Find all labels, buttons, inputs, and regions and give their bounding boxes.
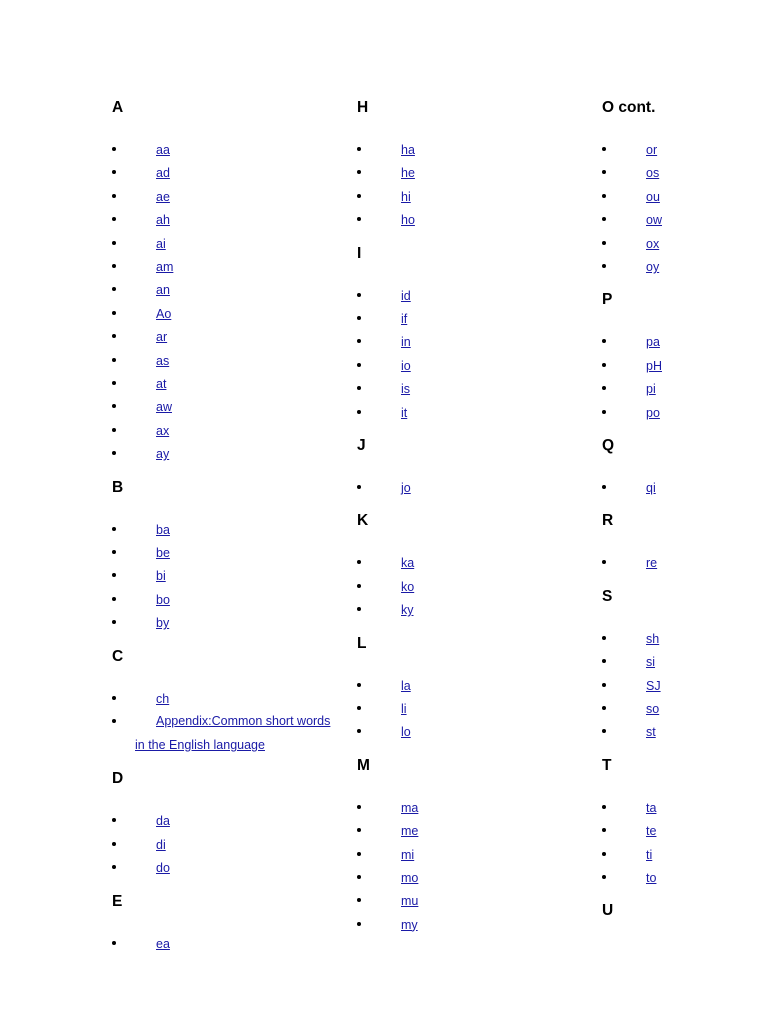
section-heading-r: R bbox=[602, 512, 614, 530]
bullet-icon bbox=[112, 264, 116, 268]
word-link[interactable]: ko bbox=[401, 579, 415, 594]
word-link[interactable]: ch bbox=[156, 691, 170, 706]
word-link[interactable]: to bbox=[646, 871, 657, 885]
list-item bbox=[602, 141, 762, 159]
list-item bbox=[357, 846, 597, 864]
list-item bbox=[357, 578, 597, 596]
list-item bbox=[112, 305, 362, 323]
section-heading-d: D bbox=[112, 770, 124, 788]
bullet-icon bbox=[357, 607, 361, 611]
word-link[interactable]: ad bbox=[156, 166, 170, 181]
list-item bbox=[602, 357, 762, 375]
bullet-icon bbox=[357, 194, 361, 198]
word-link[interactable]: ar bbox=[156, 330, 168, 345]
list-item bbox=[112, 398, 362, 416]
list-item bbox=[357, 700, 597, 718]
bullet-icon bbox=[112, 381, 116, 385]
list-item bbox=[357, 211, 597, 229]
list-item bbox=[112, 690, 362, 708]
word-link[interactable]: st bbox=[646, 725, 656, 740]
word-link[interactable]: by bbox=[156, 616, 170, 631]
word-link[interactable]: ky bbox=[401, 603, 414, 618]
word-link[interactable]: Appendix:Common short words in the English language bbox=[135, 714, 331, 752]
bullet-icon bbox=[357, 584, 361, 588]
word-link[interactable]: he bbox=[401, 166, 415, 181]
list-item bbox=[602, 380, 762, 398]
word-link[interactable]: as bbox=[156, 353, 170, 368]
list-item bbox=[112, 567, 362, 585]
bullet-icon bbox=[112, 194, 116, 198]
list-item bbox=[112, 141, 362, 159]
bullet-icon bbox=[602, 410, 606, 414]
bullet-icon bbox=[357, 828, 361, 832]
bullet-icon bbox=[112, 428, 116, 432]
bullet-icon bbox=[357, 147, 361, 151]
word-link[interactable]: ai bbox=[156, 236, 166, 251]
section-heading-o-cont: O cont. bbox=[602, 99, 656, 116]
bullet-icon bbox=[602, 828, 606, 832]
word-link[interactable]: is bbox=[401, 382, 411, 397]
list-item bbox=[112, 445, 362, 463]
bullet-icon bbox=[112, 941, 116, 945]
bullet-icon bbox=[112, 597, 116, 601]
section-heading-c: C bbox=[112, 647, 124, 665]
word-link[interactable]: da bbox=[156, 814, 170, 829]
word-link[interactable]: ti bbox=[646, 847, 653, 862]
bullet-icon bbox=[357, 805, 361, 809]
bullet-icon bbox=[602, 852, 606, 856]
list-item bbox=[112, 544, 362, 562]
word-link[interactable]: pa bbox=[646, 335, 660, 350]
list-item bbox=[357, 892, 597, 910]
word-link[interactable]: pH bbox=[646, 358, 662, 373]
word-link[interactable]: it bbox=[401, 405, 408, 420]
bullet-icon bbox=[357, 729, 361, 733]
list-item bbox=[112, 422, 362, 440]
bullet-icon bbox=[602, 706, 606, 710]
section-heading-j: J bbox=[357, 437, 366, 454]
bullet-icon bbox=[357, 706, 361, 710]
word-link[interactable]: so bbox=[646, 702, 660, 716]
list-item bbox=[602, 677, 762, 695]
list-item bbox=[112, 859, 362, 877]
section-heading-u: U bbox=[602, 902, 614, 920]
word-link[interactable]: hi bbox=[401, 189, 411, 204]
bullet-icon bbox=[357, 485, 361, 489]
word-link[interactable]: sh bbox=[646, 631, 660, 646]
bullet-icon bbox=[357, 410, 361, 414]
word-link[interactable]: qi bbox=[646, 481, 656, 495]
word-link[interactable]: ea bbox=[156, 936, 170, 951]
list-item bbox=[112, 713, 362, 752]
list-item bbox=[357, 404, 597, 422]
bullet-icon bbox=[112, 550, 116, 554]
word-link[interactable]: io bbox=[401, 358, 411, 373]
list-item bbox=[112, 614, 362, 632]
section-heading-m: M bbox=[357, 756, 370, 774]
word-link[interactable]: pi bbox=[646, 382, 656, 397]
bullet-icon bbox=[602, 729, 606, 733]
list-item bbox=[602, 211, 762, 229]
word-link[interactable]: ox bbox=[646, 236, 660, 251]
bullet-icon bbox=[357, 170, 361, 174]
list-item bbox=[112, 935, 362, 953]
bullet-icon bbox=[112, 311, 116, 315]
list-item bbox=[112, 375, 362, 393]
word-link[interactable]: po bbox=[646, 405, 660, 420]
list-item bbox=[112, 258, 362, 276]
bullet-icon bbox=[602, 636, 606, 640]
word-link[interactable]: bi bbox=[156, 569, 166, 584]
word-link[interactable]: jo bbox=[401, 481, 411, 495]
bullet-icon bbox=[357, 217, 361, 221]
list-item bbox=[112, 164, 362, 182]
list-item bbox=[357, 554, 597, 572]
word-link[interactable]: re bbox=[646, 556, 658, 571]
list-item bbox=[357, 601, 597, 619]
word-link[interactable]: la bbox=[401, 678, 411, 693]
word-link[interactable]: Ao bbox=[156, 306, 172, 321]
word-link[interactable]: aw bbox=[156, 400, 172, 415]
word-link[interactable]: SJ bbox=[646, 678, 661, 693]
word-link[interactable]: si bbox=[646, 655, 656, 670]
list-item bbox=[112, 281, 362, 299]
word-link[interactable]: me bbox=[401, 824, 419, 839]
list-item bbox=[602, 188, 762, 206]
word-link[interactable]: id bbox=[401, 288, 411, 303]
list-item bbox=[602, 333, 762, 351]
word-link[interactable]: li bbox=[401, 702, 407, 716]
section-heading-b: B bbox=[112, 478, 124, 496]
word-link[interactable]: ou bbox=[646, 189, 660, 204]
list-item bbox=[357, 287, 597, 305]
bullet-icon bbox=[112, 404, 116, 408]
list-item bbox=[112, 812, 362, 830]
section-heading-a: A bbox=[112, 99, 124, 116]
bullet-icon bbox=[112, 287, 116, 291]
bullet-icon bbox=[112, 451, 116, 455]
bullet-icon bbox=[602, 170, 606, 174]
word-link[interactable]: be bbox=[156, 546, 170, 560]
bullet-icon bbox=[357, 875, 361, 879]
word-link[interactable]: mi bbox=[401, 847, 415, 862]
word-link[interactable]: or bbox=[646, 143, 658, 157]
bullet-icon bbox=[357, 293, 361, 297]
word-link[interactable]: te bbox=[646, 824, 657, 839]
list-item bbox=[357, 799, 597, 817]
list-item bbox=[112, 188, 362, 206]
bullet-icon bbox=[602, 560, 606, 564]
bullet-icon bbox=[357, 339, 361, 343]
word-link[interactable]: am bbox=[156, 260, 174, 274]
list-item bbox=[112, 521, 362, 539]
list-item bbox=[357, 164, 597, 182]
word-link[interactable]: mo bbox=[401, 871, 419, 885]
word-link[interactable]: lo bbox=[401, 725, 411, 740]
word-link[interactable]: an bbox=[156, 283, 170, 298]
word-link[interactable]: ay bbox=[156, 447, 170, 462]
bullet-icon bbox=[112, 334, 116, 338]
list-item bbox=[602, 799, 762, 817]
list-item bbox=[602, 723, 762, 741]
word-link[interactable]: ax bbox=[156, 423, 170, 438]
bullet-icon bbox=[357, 683, 361, 687]
bullet-icon bbox=[602, 241, 606, 245]
bullet-icon bbox=[112, 573, 116, 577]
word-link[interactable]: oy bbox=[646, 260, 660, 274]
bullet-icon bbox=[602, 875, 606, 879]
list-item bbox=[602, 235, 762, 253]
list-item bbox=[602, 258, 762, 276]
list-item bbox=[602, 404, 762, 422]
word-link[interactable]: ah bbox=[156, 213, 170, 228]
bullet-icon bbox=[357, 852, 361, 856]
word-link[interactable]: ho bbox=[401, 213, 415, 228]
list-item bbox=[357, 723, 597, 741]
word-link[interactable]: my bbox=[401, 917, 418, 932]
bullet-icon bbox=[602, 386, 606, 390]
list-item bbox=[357, 357, 597, 375]
word-link[interactable]: in bbox=[401, 335, 411, 350]
bullet-icon bbox=[602, 363, 606, 367]
bullet-icon bbox=[602, 217, 606, 221]
bullet-icon bbox=[112, 696, 116, 700]
bullet-icon bbox=[602, 194, 606, 198]
bullet-icon bbox=[112, 170, 116, 174]
list-item bbox=[112, 235, 362, 253]
word-link[interactable]: ka bbox=[401, 556, 415, 571]
word-link[interactable]: os bbox=[646, 166, 660, 181]
list-item bbox=[357, 677, 597, 695]
section-heading-h: H bbox=[357, 99, 369, 116]
list-item bbox=[602, 164, 762, 182]
bullet-icon bbox=[112, 241, 116, 245]
word-link[interactable]: ta bbox=[646, 800, 657, 815]
list-item bbox=[357, 380, 597, 398]
bullet-icon bbox=[602, 339, 606, 343]
section-heading-t: T bbox=[602, 756, 612, 774]
word-link[interactable]: mu bbox=[401, 894, 419, 909]
list-item bbox=[357, 333, 597, 351]
list-item bbox=[602, 653, 762, 671]
bullet-icon bbox=[112, 719, 116, 723]
bullet-icon bbox=[357, 363, 361, 367]
list-item bbox=[112, 836, 362, 854]
list-item bbox=[112, 352, 362, 370]
bullet-icon bbox=[357, 316, 361, 320]
list-item bbox=[602, 479, 762, 497]
list-item bbox=[602, 822, 762, 840]
section-heading-i: I bbox=[357, 244, 362, 262]
list-item bbox=[112, 591, 362, 609]
word-link[interactable]: ow bbox=[646, 213, 662, 228]
section-heading-k: K bbox=[357, 512, 369, 530]
word-link[interactable]: at bbox=[156, 377, 167, 391]
bullet-icon bbox=[357, 898, 361, 902]
word-link[interactable]: ae bbox=[156, 189, 170, 204]
bullet-icon bbox=[112, 147, 116, 151]
section-heading-l: L bbox=[357, 634, 367, 652]
list-item bbox=[602, 700, 762, 718]
bullet-icon bbox=[112, 865, 116, 869]
list-item bbox=[357, 188, 597, 206]
list-item bbox=[112, 211, 362, 229]
word-link[interactable]: ma bbox=[401, 800, 419, 815]
list-item bbox=[112, 328, 362, 346]
section-heading-p: P bbox=[602, 291, 613, 309]
list-item bbox=[602, 846, 762, 864]
word-link[interactable]: ha bbox=[401, 143, 415, 157]
word-link[interactable]: di bbox=[156, 837, 166, 852]
list-item bbox=[602, 869, 762, 887]
word-link[interactable]: if bbox=[401, 312, 408, 326]
bullet-icon bbox=[602, 659, 606, 663]
bullet-icon bbox=[602, 147, 606, 151]
list-item bbox=[357, 479, 597, 497]
list-item bbox=[357, 916, 597, 934]
list-item bbox=[357, 141, 597, 159]
bullet-icon bbox=[602, 485, 606, 489]
list-item bbox=[602, 630, 762, 648]
word-link[interactable]: aa bbox=[156, 143, 170, 157]
bullet-icon bbox=[357, 386, 361, 390]
bullet-icon bbox=[602, 805, 606, 809]
bullet-icon bbox=[112, 217, 116, 221]
section-heading-q: Q bbox=[602, 437, 615, 454]
bullet-icon bbox=[357, 922, 361, 926]
bullet-icon bbox=[602, 264, 606, 268]
section-heading-e: E bbox=[112, 892, 123, 910]
bullet-icon bbox=[602, 683, 606, 687]
list-item bbox=[357, 822, 597, 840]
list-item bbox=[357, 869, 597, 887]
bullet-icon bbox=[357, 560, 361, 564]
bullet-icon bbox=[112, 620, 116, 624]
bullet-icon bbox=[112, 358, 116, 362]
word-link[interactable]: bo bbox=[156, 592, 170, 607]
bullet-icon bbox=[112, 818, 116, 822]
bullet-icon bbox=[112, 842, 116, 846]
word-link[interactable]: do bbox=[156, 861, 170, 876]
bullet-icon bbox=[112, 527, 116, 531]
list-item bbox=[602, 554, 762, 572]
word-link[interactable]: ba bbox=[156, 522, 170, 537]
section-heading-s: S bbox=[602, 587, 613, 605]
list-item bbox=[357, 310, 597, 328]
